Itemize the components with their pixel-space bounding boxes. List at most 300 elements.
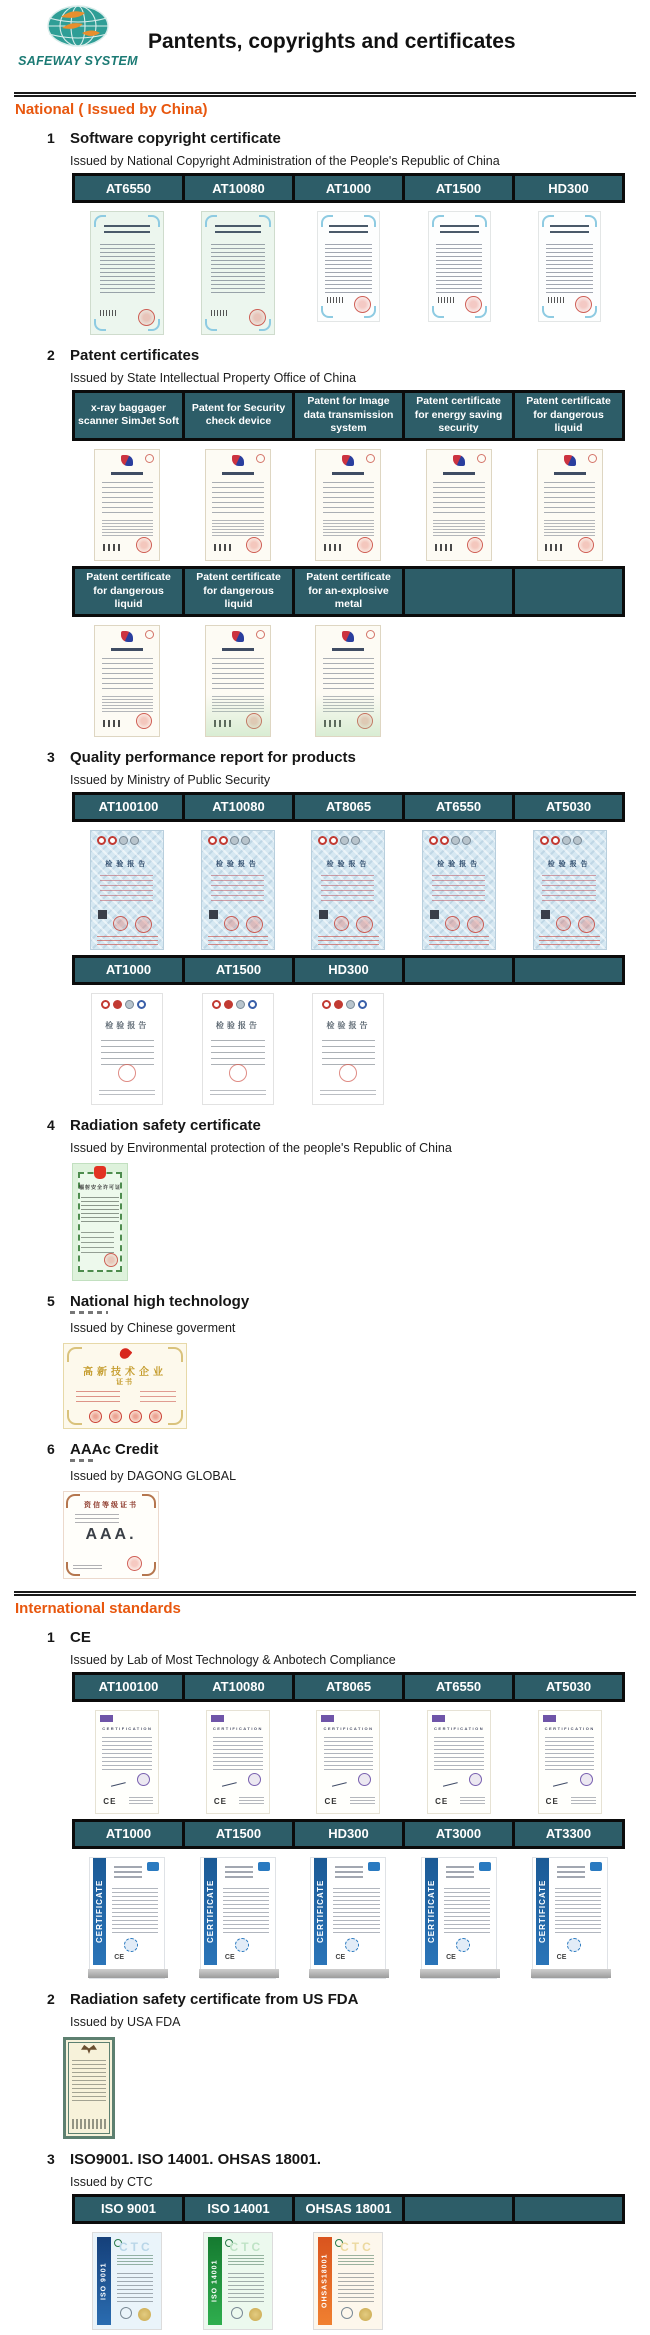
sealo-decoration [339, 1064, 357, 1082]
tx-decoration [102, 658, 153, 692]
tx-decoration [102, 1737, 152, 1771]
certificate-thumbnail [538, 211, 601, 322]
seal-decoration [356, 916, 373, 933]
certificate-thumbnail [89, 1857, 165, 1979]
tx-decoration [433, 482, 484, 516]
seal-decoration [246, 916, 263, 933]
standard-cell: ISO 9001 [75, 2197, 182, 2221]
col-decoration [404, 1710, 515, 1814]
certificate-row [72, 625, 625, 737]
word-decoration: CERTIFICATION [102, 1725, 153, 1731]
pseal-decoration [580, 1773, 593, 1786]
divider-rule [14, 1591, 636, 1596]
patent-cell: Patent certificate for dangerous liquid [75, 569, 182, 614]
model-header-row [72, 792, 625, 822]
tx-decoration [325, 244, 371, 296]
ce-decoration: CE [446, 1953, 456, 1961]
ctc-watermark: CTC [340, 2239, 374, 2254]
section-title: CE [70, 1628, 91, 1646]
certificate-banner: CERTIFICATE [314, 1858, 327, 1965]
tx-decoration [542, 875, 595, 905]
sgs-logo [543, 1715, 556, 1722]
certificate-row [72, 1163, 650, 1281]
clipped-text-remnant [70, 1311, 108, 1314]
ce-decoration: CE [435, 1796, 449, 1806]
d-decoration [142, 1562, 156, 1576]
seal-decoration [104, 1253, 118, 1267]
col-decoration [72, 211, 183, 335]
ttl-decoration [104, 225, 150, 235]
bseal-decoration [345, 1938, 359, 1952]
qr-decoration [209, 910, 218, 919]
model-cell: AT1000 [295, 176, 402, 200]
page-title: Pantents, copyrights and certificates [148, 30, 516, 53]
model-cell: AT1000 [75, 1822, 182, 1846]
plogo-decoration [453, 455, 465, 466]
bar-decoration [211, 310, 227, 316]
tx-decoration [338, 2273, 374, 2303]
d-decoration [321, 306, 333, 318]
col-decoration [404, 449, 515, 561]
certificate-thumbnail [316, 1710, 380, 1814]
seal-decoration [113, 916, 128, 931]
bseal-decoration [235, 1938, 249, 1952]
tx-decoration [323, 658, 374, 692]
ttl-decoration [215, 225, 261, 235]
body-decoration [333, 1888, 379, 1936]
plogo-decoration [342, 631, 354, 642]
certificate-thumbnail [310, 1857, 386, 1979]
international-heading: International standards [15, 1599, 181, 1617]
ctc-watermark: CTC [229, 2239, 264, 2254]
sig-decoration [324, 720, 342, 727]
tuv-logo [258, 1862, 270, 1871]
addr-decoration [350, 1797, 375, 1805]
certificate-thumbnail [427, 1710, 491, 1814]
bline-decoration [73, 1565, 101, 1569]
section-title: ISO9001. ISO 14001. OHSAS 18001. [70, 2150, 321, 2168]
rf-decoration [334, 1000, 343, 1009]
certificate-thumbnail [95, 1710, 159, 1814]
qr-decoration [319, 910, 328, 919]
col-decoration [293, 449, 404, 561]
section-title: Patent certificates [70, 347, 200, 364]
sig-decoration [103, 720, 121, 727]
word-decoration: CERTIFICATION [544, 1725, 595, 1731]
section-number: 1 [47, 130, 55, 146]
tx-decoration [322, 1040, 375, 1066]
certificate-thumbnail [201, 830, 275, 950]
model-cell: AT8065 [295, 1675, 402, 1699]
i-decoration [149, 1410, 162, 1423]
certificate-thumbnail [63, 2037, 115, 2139]
tuv-logo [590, 1862, 602, 1871]
d-decoration [67, 1347, 82, 1362]
certificate-thumbnail [313, 2232, 383, 2330]
model-cell: AT10080 [185, 176, 292, 200]
d-decoration [432, 306, 444, 318]
model-cell: AT1500 [185, 958, 292, 982]
col-decoration [293, 625, 404, 737]
tx-decoration [434, 1737, 484, 1771]
cjk-decoration: 检验报告 [105, 860, 150, 868]
pring-decoration [145, 454, 154, 463]
section-high-technology [47, 1293, 650, 1310]
certificate-row [72, 993, 625, 1105]
seal-decoration [556, 916, 571, 931]
sealo-decoration [229, 1064, 247, 1082]
model-cell: HD300 [295, 1822, 402, 1846]
tx-decoration [546, 244, 592, 296]
r-decoration [329, 836, 338, 845]
cjk-decoration: 高新技术企业 [83, 1366, 167, 1378]
section-title: Radiation safety certificate [70, 1116, 261, 1134]
para-decoration [323, 520, 374, 538]
patent-cell-empty [405, 569, 512, 614]
ctc-watermark: CTC [118, 2239, 153, 2254]
col-decoration [72, 625, 183, 737]
certificate-row [63, 2037, 650, 2139]
brand-name: SAFEWAY SYSTEM [18, 54, 138, 68]
col-decoration [183, 625, 294, 737]
base-decoration [420, 1969, 500, 1978]
section-quality-report [47, 749, 650, 766]
col-decoration [293, 1857, 404, 1979]
section-radiation [47, 1117, 650, 1134]
bar-decoration [438, 297, 454, 303]
pring-decoration [145, 630, 154, 639]
certificate-thumbnail [426, 449, 492, 561]
tx-decoration [212, 658, 263, 692]
sig-decoration [441, 1775, 457, 1786]
col-decoration [293, 830, 404, 950]
base-decoration [531, 1969, 611, 1978]
certificate-thumbnail [201, 211, 275, 335]
patent-cell: x-ray baggager scanner SimJet Soft [75, 393, 182, 438]
section-number: 5 [47, 1292, 55, 1309]
col-decoration [72, 830, 183, 950]
issued-by: Issued by Ministry of Public Security [70, 772, 271, 787]
safeway-logo [18, 4, 138, 68]
col-decoration [404, 830, 515, 950]
standard-header-row [72, 2194, 625, 2224]
cjk-decoration: 检验报告 [437, 860, 482, 868]
pseal-decoration [137, 1773, 150, 1786]
seal-decoration [136, 537, 152, 553]
certificate-thumbnail [422, 830, 496, 950]
model-header-row [72, 955, 625, 985]
issued-by: Issued by DAGONG GLOBAL [70, 1468, 237, 1483]
body-decoration [444, 1888, 490, 1936]
cjk-decoration: 辐射安全许可证 [78, 1184, 121, 1191]
patent-cell: Patent certificate for energy saving security [405, 393, 512, 438]
certificate-thumbnail [203, 2232, 273, 2330]
certificate-thumbnail [538, 1710, 602, 1814]
section-number: 1 [47, 1628, 55, 1645]
col-decoration [183, 2232, 294, 2330]
seal-decoration [467, 916, 484, 933]
certificate-thumbnail [205, 449, 271, 561]
section-title: AAAc Credit [70, 1440, 159, 1458]
seal-decoration [465, 296, 482, 313]
pring-decoration [256, 630, 265, 639]
btm-decoration [99, 1090, 155, 1098]
certificate-thumbnail [205, 625, 271, 737]
issued-by: Issued by State Intellectual Property Office of China [70, 371, 357, 385]
certificate-row [72, 449, 625, 561]
ce-decoration: CE [213, 1796, 228, 1806]
r-decoration [429, 836, 438, 845]
model-cell-empty [405, 958, 512, 982]
tx-decoration [211, 244, 266, 296]
patent-cell: Patent for Image data transmission system [295, 393, 402, 438]
section-ce [47, 1629, 650, 1646]
standard-cell: OHSAS 18001 [295, 2197, 402, 2221]
d-decoration [94, 319, 106, 331]
pring-decoration [477, 454, 486, 463]
cjk-decoration: 检验报告 [215, 1020, 260, 1030]
col-decoration [183, 993, 294, 1105]
issued-by: Issued by Lab of Most Technology & Anbotech Compliance [70, 1652, 396, 1667]
certificate-thumbnail [94, 625, 160, 737]
eagle-emblem [81, 2045, 97, 2054]
lg-decoration [97, 836, 139, 845]
base-decoration [199, 1969, 279, 1978]
section-number: 3 [47, 2150, 55, 2167]
seal-decoration [249, 309, 266, 326]
tx-decoration [432, 875, 485, 905]
col-decoration [514, 1710, 625, 1814]
section-software-copyright [47, 130, 650, 147]
g-decoration [451, 836, 460, 845]
body-decoration [112, 1888, 158, 1936]
ttl-decoration [329, 225, 368, 235]
certificate-thumbnail [532, 1857, 608, 1979]
hd-decoration [225, 1866, 253, 1880]
patent-cell: Patent certificate for dangerous liquid [185, 569, 292, 614]
certificate-row [63, 1343, 650, 1429]
model-cell: AT8065 [295, 795, 402, 819]
model-cell: AT10080 [185, 1675, 292, 1699]
certificate-thumbnail [202, 993, 274, 1105]
col-decoration [183, 211, 294, 335]
pseal-decoration [469, 1773, 482, 1786]
col-decoration [183, 1710, 294, 1814]
rl-decoration [76, 1391, 120, 1403]
r-decoration [101, 1000, 110, 1009]
addr-decoration [129, 1797, 154, 1805]
pttl-decoration [222, 648, 254, 651]
col-decoration [293, 1710, 404, 1814]
pseal-decoration [358, 1773, 371, 1786]
addr-decoration [239, 1797, 264, 1805]
cjk-decoration: 检验报告 [215, 860, 260, 868]
tx-decoration [102, 482, 153, 516]
i-decoration [129, 1410, 142, 1423]
tx-decoration [323, 482, 374, 516]
model-cell: AT6550 [405, 1675, 512, 1699]
certificate-thumbnail [428, 211, 491, 322]
page-header [0, 0, 650, 86]
qr-decoration [541, 910, 550, 919]
certificate-thumbnail [311, 830, 385, 950]
pttl-decoration [222, 472, 254, 475]
bl2-decoration [358, 1000, 367, 1009]
pttl-decoration [443, 472, 475, 475]
sig-decoration [214, 544, 232, 551]
certificate-thumbnail [90, 211, 164, 335]
sd-decoration [359, 2308, 372, 2321]
bar-decoration [100, 310, 116, 316]
col-decoration [514, 830, 625, 950]
r-decoration [208, 836, 217, 845]
addr-decoration [571, 1797, 596, 1805]
lg-decoration [212, 1000, 257, 1009]
model-cell-empty [515, 958, 622, 982]
section-number: 2 [47, 1990, 55, 2007]
g-decoration [346, 1000, 355, 1009]
seal-decoration [354, 296, 371, 313]
pttl-decoration [111, 648, 143, 651]
cjk-decoration: 检验报告 [326, 1020, 371, 1030]
model-cell: HD300 [515, 176, 622, 200]
col-decoration [183, 830, 294, 950]
bl2-decoration [137, 1000, 146, 1009]
d-decoration [542, 306, 554, 318]
col-decoration [514, 449, 625, 561]
certificate-thumbnail [72, 1163, 128, 1281]
section-title: Software copyright certificate [70, 130, 281, 147]
certificate-row [72, 1710, 625, 1814]
g-decoration [119, 836, 128, 845]
iso-banner: ISO 9001 [97, 2237, 111, 2325]
ce-decoration: CE [545, 1796, 559, 1806]
section-patent [47, 347, 650, 364]
model-header-row [72, 173, 625, 203]
ce-decoration: CE [224, 1953, 235, 1961]
seal-decoration [135, 916, 152, 933]
certificate-thumbnail [312, 993, 384, 1105]
para-decoration [433, 520, 484, 538]
r-decoration [551, 836, 560, 845]
seal-decoration [334, 916, 349, 931]
ttl-decoration [440, 225, 479, 235]
bseal-decoration [456, 1938, 470, 1952]
col-decoration [293, 2232, 404, 2330]
tx-decoration [545, 1737, 595, 1771]
pring-decoration [366, 454, 375, 463]
section-fda [47, 1991, 650, 2008]
sig-decoration [103, 544, 121, 551]
sig-decoration [330, 1775, 346, 1786]
g-decoration [125, 1000, 134, 1009]
tx-decoration [544, 482, 595, 516]
seal-decoration [445, 916, 460, 931]
tx-decoration [213, 1737, 263, 1771]
ttl-decoration [550, 225, 589, 235]
plogo-decoration [342, 455, 354, 466]
seal-decoration [246, 537, 262, 553]
sgs-logo [100, 1715, 113, 1722]
issued-by: Issued by USA FDA [70, 2014, 181, 2029]
para-decoration [102, 520, 153, 538]
plogo-decoration [121, 631, 133, 642]
certificate-thumbnail [315, 449, 381, 561]
btm-decoration [210, 1090, 266, 1098]
clipped-text-remnant [70, 1459, 96, 1462]
certificate-thumbnail [533, 830, 607, 950]
col-decoration [72, 993, 183, 1105]
tuv-logo [479, 1862, 491, 1871]
col-decoration [514, 211, 625, 322]
section-title: Quality performance report for products [70, 748, 356, 766]
issued-by: Issued by CTC [70, 2174, 153, 2189]
col-decoration [72, 2232, 183, 2330]
ce-decoration: CE [114, 1953, 125, 1961]
bl2-decoration [248, 1000, 257, 1009]
patent-header-row-2 [72, 566, 625, 617]
tuv-logo [368, 1862, 380, 1871]
national-heading: National ( Issued by China) [15, 101, 208, 118]
pttl-decoration [554, 472, 586, 475]
sig-decoration [545, 544, 563, 551]
plogo-decoration [564, 455, 576, 466]
sg-decoration [120, 2307, 132, 2319]
redln-decoration [97, 936, 158, 945]
ce-decoration: CE [556, 1953, 567, 1961]
btm-decoration [72, 2119, 107, 2129]
seal-decoration [357, 713, 373, 729]
section-number: 2 [47, 347, 55, 363]
globe-icon [45, 4, 111, 48]
bar-decoration [548, 297, 564, 303]
word-decoration: CERTIFICATION [323, 1725, 374, 1731]
g-decoration [340, 836, 349, 845]
sd-decoration [138, 2308, 151, 2321]
col-decoration [404, 211, 515, 322]
certificate-thumbnail [91, 993, 163, 1105]
pttl-decoration [111, 472, 143, 475]
model-cell: AT10080 [185, 795, 292, 819]
r-decoration [212, 1000, 221, 1009]
tx-decoration [436, 244, 482, 296]
seal-decoration [357, 537, 373, 553]
redln-decoration [208, 936, 269, 945]
col-decoration [293, 993, 404, 1105]
cjk-decoration: 资信等级证书 [84, 1501, 138, 1509]
bseal-decoration [124, 1938, 138, 1952]
plogo-decoration [232, 631, 244, 642]
seal-decoration [246, 713, 262, 729]
hd-decoration [114, 1866, 142, 1880]
sig-decoration [324, 544, 342, 551]
standard-cell-empty [405, 2197, 512, 2221]
lg-decoration [429, 836, 471, 845]
tx-decoration [321, 875, 374, 905]
seal-decoration [578, 916, 595, 933]
base-decoration [88, 1969, 168, 1978]
model-cell: AT5030 [515, 795, 622, 819]
pttl-decoration [332, 648, 364, 651]
r-decoration [322, 1000, 331, 1009]
pseal-decoration [248, 1773, 261, 1786]
patent-cell: Patent for Security check device [185, 393, 292, 438]
word-decoration: CERTIFICATION [434, 1725, 485, 1731]
r-decoration [540, 836, 549, 845]
certificate-banner: CERTIFICATE [536, 1858, 549, 1965]
issued-by: Issued by Environmental protection of the people's Republic of China [70, 1140, 452, 1155]
lg-decoration [101, 1000, 146, 1009]
